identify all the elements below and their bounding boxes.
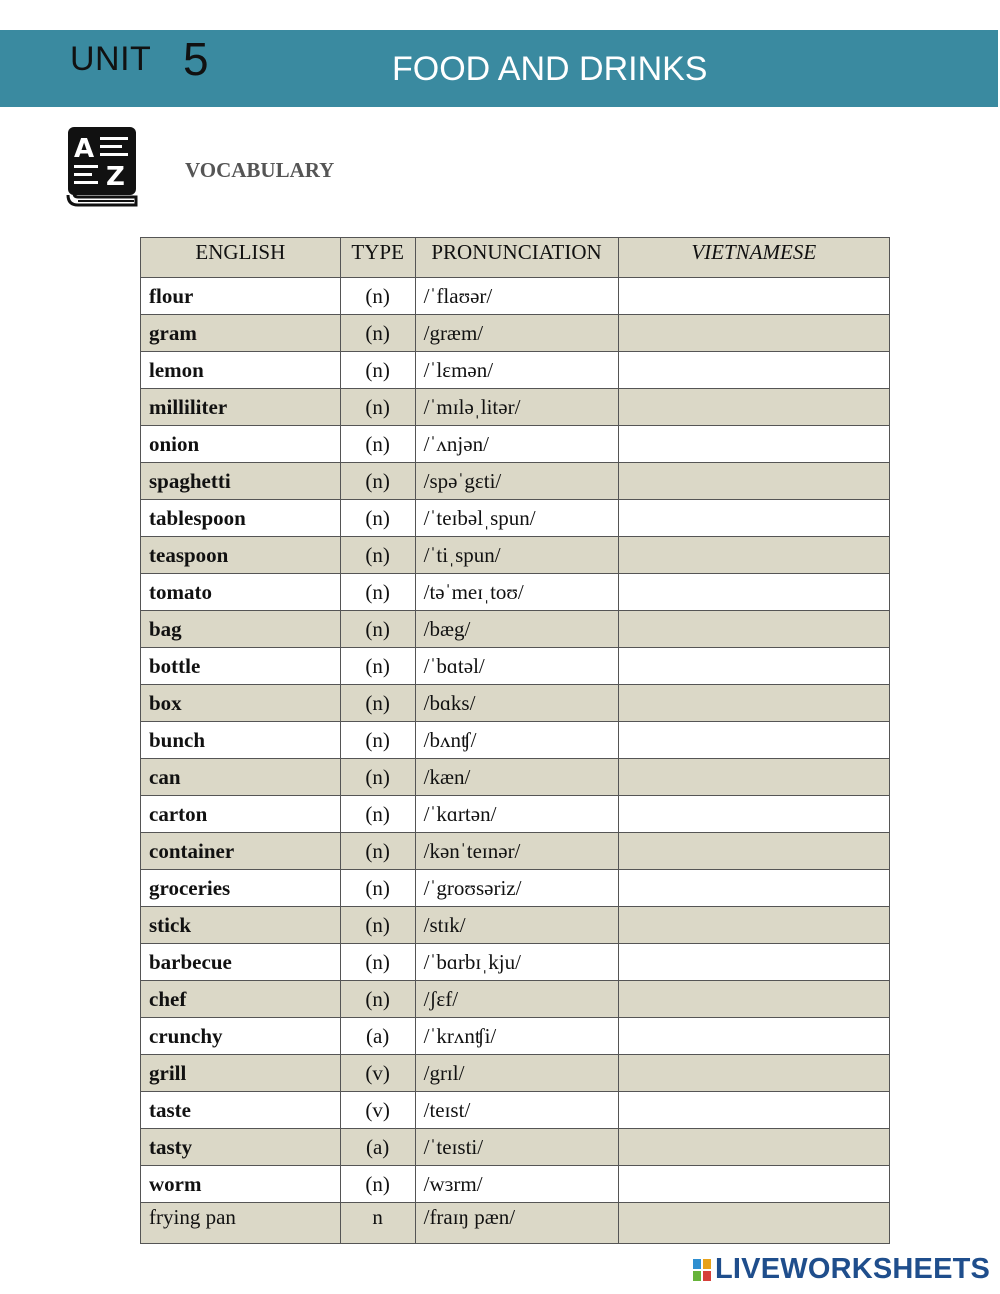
vocabulary-table: [140, 237, 890, 1244]
pronunciation-cell: /stɪk/: [415, 907, 618, 944]
vietnamese-answer-cell[interactable]: [618, 722, 890, 759]
table-row: [141, 648, 890, 685]
table-row: [141, 1018, 890, 1055]
english-word-cell: taste: [141, 1092, 341, 1129]
vietnamese-answer-cell[interactable]: [618, 981, 890, 1018]
table-row: [141, 796, 890, 833]
pronunciation-cell: /ʃɛf/: [415, 981, 618, 1018]
english-word-cell: stick: [141, 907, 341, 944]
word-type-cell: (n): [340, 574, 415, 611]
column-header-pronunciation: PRONUNCIATION: [415, 238, 618, 278]
vietnamese-answer-cell[interactable]: [618, 500, 890, 537]
table-row: [141, 1129, 890, 1166]
word-type-cell: (n): [340, 426, 415, 463]
unit-label: UNIT: [70, 40, 152, 78]
table-row: [141, 426, 890, 463]
vietnamese-answer-cell[interactable]: [618, 574, 890, 611]
english-word-cell: flour: [141, 278, 341, 315]
vietnamese-answer-cell[interactable]: [618, 685, 890, 722]
word-type-cell: (n): [340, 944, 415, 981]
word-type-cell: (n): [340, 870, 415, 907]
english-word-cell: spaghetti: [141, 463, 341, 500]
table-row: [141, 278, 890, 315]
vietnamese-answer-cell[interactable]: [618, 315, 890, 352]
section-heading: VOCABULARY: [185, 158, 335, 182]
english-word-cell: lemon: [141, 352, 341, 389]
word-type-cell: (n): [340, 537, 415, 574]
vietnamese-answer-cell[interactable]: [618, 870, 890, 907]
word-type-cell: (n): [340, 833, 415, 870]
vietnamese-answer-cell[interactable]: [618, 759, 890, 796]
pronunciation-cell: /wɜrm/: [415, 1166, 618, 1203]
vietnamese-answer-cell[interactable]: [618, 907, 890, 944]
english-word-cell: grill: [141, 1055, 341, 1092]
vietnamese-answer-cell[interactable]: [618, 463, 890, 500]
pronunciation-cell: /ˈkrʌnʧi/: [415, 1018, 618, 1055]
table-row: [141, 833, 890, 870]
pronunciation-cell: /teɪst/: [415, 1092, 618, 1129]
word-type-cell: (n): [340, 648, 415, 685]
pronunciation-cell: /grɪl/: [415, 1055, 618, 1092]
english-word-cell: box: [141, 685, 341, 722]
word-type-cell: (n): [340, 722, 415, 759]
pronunciation-cell: /græm/: [415, 315, 618, 352]
pronunciation-cell: /ˈkɑrtən/: [415, 796, 618, 833]
vietnamese-answer-cell[interactable]: [618, 648, 890, 685]
pronunciation-cell: /ˈlɛmən/: [415, 352, 618, 389]
english-word-cell: teaspoon: [141, 537, 341, 574]
word-type-cell: (n): [340, 389, 415, 426]
table-row: [141, 981, 890, 1018]
pronunciation-cell: /ˈbɑrbɪˌkju/: [415, 944, 618, 981]
english-word-cell: bunch: [141, 722, 341, 759]
english-word-cell: bottle: [141, 648, 341, 685]
table-row: [141, 1092, 890, 1129]
word-type-cell: (a): [340, 1129, 415, 1166]
word-type-cell: (n): [340, 685, 415, 722]
english-word-cell: worm: [141, 1166, 341, 1203]
pronunciation-cell: /bæg/: [415, 611, 618, 648]
english-word-cell: can: [141, 759, 341, 796]
english-word-cell: carton: [141, 796, 341, 833]
vietnamese-answer-cell[interactable]: [618, 1129, 890, 1166]
english-word-cell: frying pan: [141, 1203, 341, 1244]
word-type-cell: (n): [340, 463, 415, 500]
vietnamese-answer-cell[interactable]: [618, 278, 890, 315]
vietnamese-answer-cell[interactable]: [618, 1092, 890, 1129]
pronunciation-cell: /bɑks/: [415, 685, 618, 722]
vietnamese-answer-cell[interactable]: [618, 1055, 890, 1092]
pronunciation-cell: /kənˈteɪnər/: [415, 833, 618, 870]
liveworksheets-logo: [693, 1253, 990, 1286]
pronunciation-cell: /ˈbɑtəl/: [415, 648, 618, 685]
table-row: [141, 315, 890, 352]
word-type-cell: (n): [340, 796, 415, 833]
vietnamese-answer-cell[interactable]: [618, 352, 890, 389]
table-row: [141, 1055, 890, 1092]
word-type-cell: (n): [340, 1166, 415, 1203]
table-row: [141, 685, 890, 722]
english-word-cell: tomato: [141, 574, 341, 611]
word-type-cell: (n): [340, 315, 415, 352]
pronunciation-cell: /ˈgroʊsəriz/: [415, 870, 618, 907]
vietnamese-answer-cell[interactable]: [618, 833, 890, 870]
english-word-cell: bag: [141, 611, 341, 648]
pronunciation-cell: /spəˈgɛti/: [415, 463, 618, 500]
table-row: [141, 611, 890, 648]
svg-text:Z: Z: [106, 162, 125, 192]
vietnamese-answer-cell[interactable]: [618, 1203, 890, 1244]
table-row: [141, 870, 890, 907]
word-type-cell: (a): [340, 1018, 415, 1055]
table-row: [141, 463, 890, 500]
english-word-cell: groceries: [141, 870, 341, 907]
vietnamese-answer-cell[interactable]: [618, 389, 890, 426]
table-row: [141, 1203, 890, 1244]
table-row: [141, 352, 890, 389]
table-row: [141, 500, 890, 537]
word-type-cell: n: [340, 1203, 415, 1244]
table-row: [141, 722, 890, 759]
unit-number: 5: [183, 33, 209, 85]
word-type-cell: (n): [340, 278, 415, 315]
word-type-cell: (n): [340, 981, 415, 1018]
word-type-cell: (n): [340, 500, 415, 537]
word-type-cell: (n): [340, 759, 415, 796]
page-title: FOOD AND DRINKS: [392, 50, 708, 88]
word-type-cell: (v): [340, 1055, 415, 1092]
column-header-vietnamese: VIETNAMESE: [618, 238, 890, 278]
english-word-cell: barbecue: [141, 944, 341, 981]
dictionary-az-icon: [64, 125, 140, 209]
vietnamese-answer-cell[interactable]: [618, 1166, 890, 1203]
liveworksheets-logo-icon: [693, 1259, 711, 1281]
vietnamese-answer-cell[interactable]: [618, 537, 890, 574]
vietnamese-answer-cell[interactable]: [618, 1018, 890, 1055]
table-header-row: [141, 238, 890, 278]
column-header-type: TYPE: [340, 238, 415, 278]
english-word-cell: onion: [141, 426, 341, 463]
english-word-cell: milliliter: [141, 389, 341, 426]
logo-text: LIVEWORKSHEETS: [715, 1253, 991, 1285]
word-type-cell: (v): [340, 1092, 415, 1129]
english-word-cell: crunchy: [141, 1018, 341, 1055]
pronunciation-cell: /ˈtiˌspun/: [415, 537, 618, 574]
column-header-english: ENGLISH: [141, 238, 341, 278]
table-row: [141, 907, 890, 944]
table-row: [141, 944, 890, 981]
pronunciation-cell: /ˈʌnjən/: [415, 426, 618, 463]
word-type-cell: (n): [340, 611, 415, 648]
table-row: [141, 1166, 890, 1203]
table-row: [141, 389, 890, 426]
pronunciation-cell: /ˈteɪbəlˌspun/: [415, 500, 618, 537]
vietnamese-answer-cell[interactable]: [618, 611, 890, 648]
pronunciation-cell: /kæn/: [415, 759, 618, 796]
english-word-cell: gram: [141, 315, 341, 352]
pronunciation-cell: /fraɪŋ pæn/: [415, 1203, 618, 1244]
table-row: [141, 574, 890, 611]
svg-text:A: A: [74, 134, 95, 164]
pronunciation-cell: /ˈteɪsti/: [415, 1129, 618, 1166]
pronunciation-cell: /bʌnʧ/: [415, 722, 618, 759]
pronunciation-cell: /ˈmɪləˌlitər/: [415, 389, 618, 426]
english-word-cell: tasty: [141, 1129, 341, 1166]
vietnamese-answer-cell[interactable]: [618, 426, 890, 463]
word-type-cell: (n): [340, 907, 415, 944]
vietnamese-answer-cell[interactable]: [618, 944, 890, 981]
table-row: [141, 537, 890, 574]
english-word-cell: container: [141, 833, 341, 870]
table-row: [141, 759, 890, 796]
pronunciation-cell: /təˈmeɪˌtoʊ/: [415, 574, 618, 611]
english-word-cell: tablespoon: [141, 500, 341, 537]
pronunciation-cell: /ˈflaʊər/: [415, 278, 618, 315]
english-word-cell: chef: [141, 981, 341, 1018]
word-type-cell: (n): [340, 352, 415, 389]
vietnamese-answer-cell[interactable]: [618, 796, 890, 833]
